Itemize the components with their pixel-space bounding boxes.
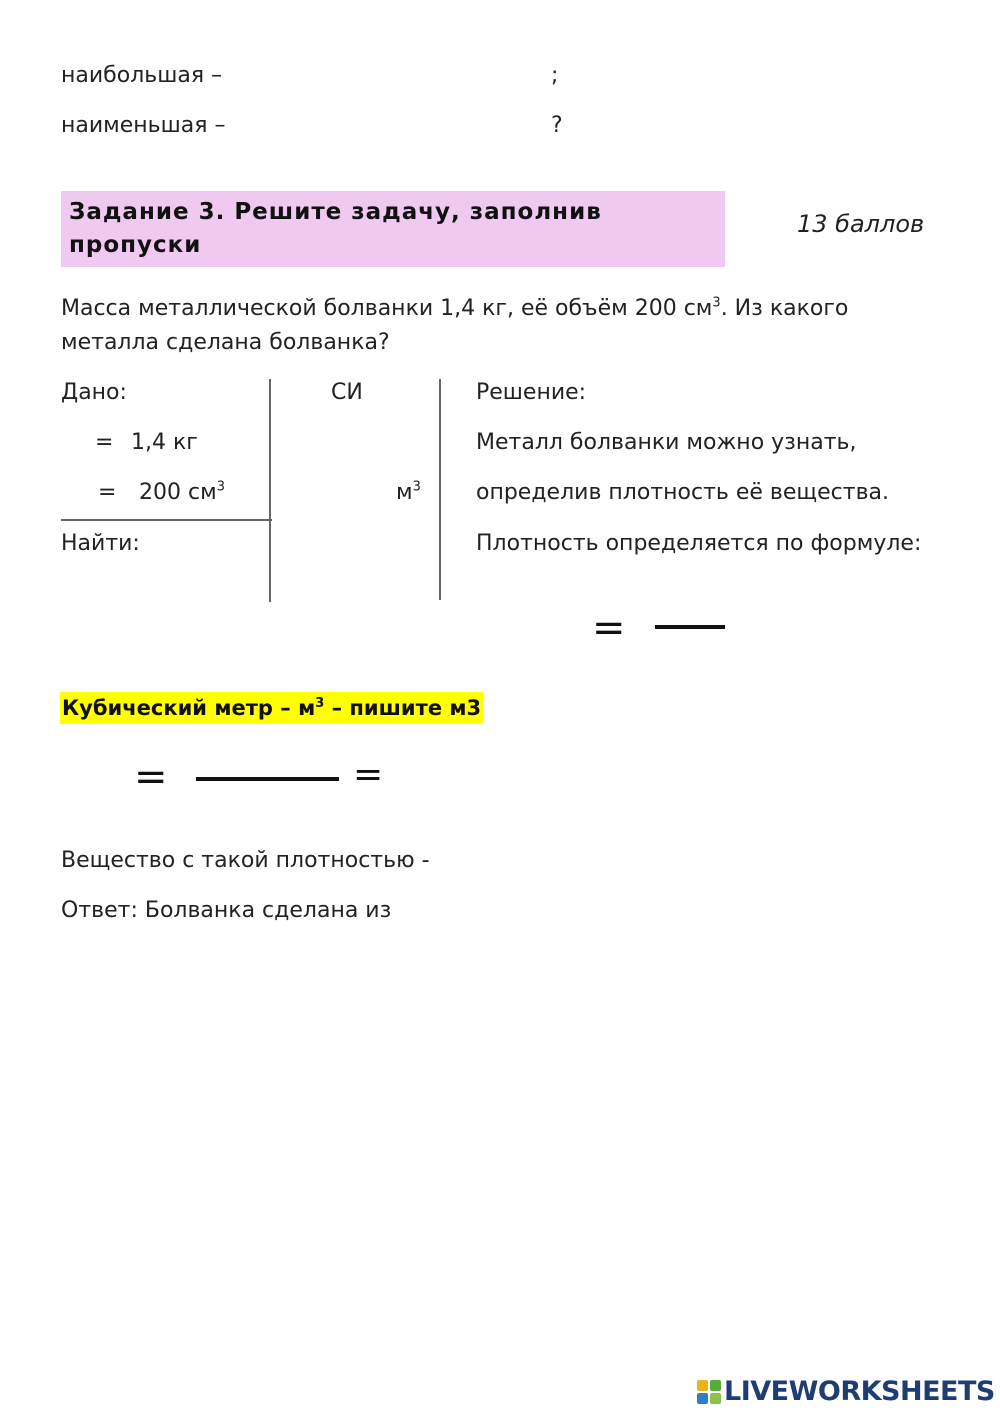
given-volume-text: 200 см bbox=[139, 480, 217, 505]
calc-fraction-bar bbox=[196, 777, 339, 781]
largest-end: ; bbox=[551, 63, 559, 88]
logo-mark-icon bbox=[697, 1380, 721, 1404]
logo-square-2 bbox=[710, 1380, 721, 1391]
solution-line-1: Металл болванки можно узнать, bbox=[476, 430, 857, 455]
formula-equals: = bbox=[592, 605, 626, 651]
problem-line-1-text: Масса металлической болванки 1,4 кг, её объём 200 см bbox=[61, 296, 713, 321]
given-row-1-eq: = bbox=[95, 430, 114, 455]
logo-square-1 bbox=[697, 1380, 708, 1391]
given-mass-value: 1,4 кг bbox=[131, 430, 198, 455]
answer-line: Ответ: Болванка сделана из bbox=[61, 898, 392, 923]
task-title: Задание 3. Решите задачу, заполнив пропуски bbox=[69, 199, 602, 258]
problem-line-1 bbox=[61, 296, 848, 322]
logo-square-3 bbox=[697, 1393, 708, 1404]
find-label: Найти: bbox=[61, 531, 140, 556]
solution-header: Решение: bbox=[476, 380, 587, 405]
logo-text: LIVEWORKSHEETS bbox=[724, 1376, 995, 1407]
substance-line: Вещество с такой плотностью - bbox=[61, 848, 430, 873]
calc-equals-2: = bbox=[353, 754, 384, 795]
task-points: 13 баллов bbox=[797, 210, 925, 238]
column-divider-1 bbox=[269, 379, 271, 602]
calc-equals-1: = bbox=[134, 754, 168, 800]
given-volume-value bbox=[139, 480, 225, 506]
cubic-meter-note bbox=[60, 692, 483, 724]
given-volume-sup: 3 bbox=[216, 479, 225, 495]
si-unit-sup: 3 bbox=[412, 479, 421, 495]
solution-line-2: определив плотность её вещества. bbox=[476, 480, 890, 505]
cubic-meter-note-sup: 3 bbox=[315, 696, 325, 711]
cubic-meter-note-text: Кубический метр – м bbox=[62, 696, 316, 720]
given-row-2-eq: = bbox=[98, 480, 117, 505]
solution-line-3: Плотность определяется по формуле: bbox=[476, 531, 922, 556]
cubic-meter-note-post: – пишите м3 bbox=[324, 696, 482, 720]
si-unit-text: м bbox=[396, 480, 413, 505]
logo-square-4 bbox=[710, 1393, 721, 1404]
si-header: СИ bbox=[331, 380, 363, 405]
given-divider bbox=[61, 519, 272, 521]
liveworksheets-logo bbox=[697, 1376, 995, 1407]
smallest-end: ? bbox=[551, 113, 563, 138]
problem-line-1-sup: 3 bbox=[712, 295, 721, 311]
column-divider-2 bbox=[439, 379, 441, 600]
largest-label: наибольшая – bbox=[61, 63, 223, 88]
formula-fraction-bar bbox=[655, 625, 725, 629]
problem-line-1-post: . Из какого bbox=[720, 296, 849, 321]
si-unit bbox=[396, 480, 421, 506]
smallest-label: наименьшая – bbox=[61, 113, 226, 138]
problem-line-2: металла сделана болванка? bbox=[61, 330, 390, 355]
given-header: Дано: bbox=[61, 380, 127, 405]
